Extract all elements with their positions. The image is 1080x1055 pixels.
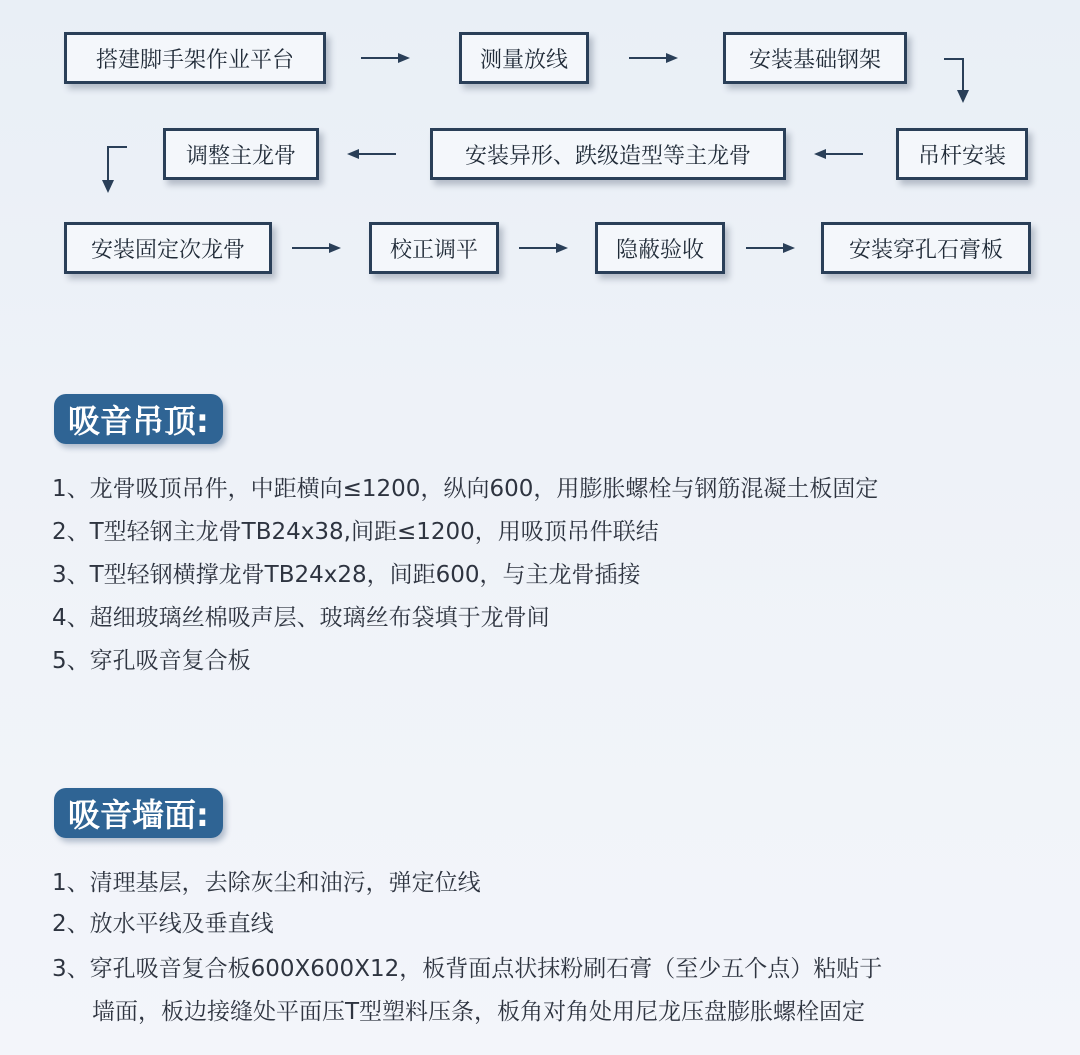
arrow-right-icon — [628, 50, 680, 66]
step-base-steel-frame: 安装基础钢架 — [723, 32, 907, 84]
ceiling-item-2: 2、T型轻钢主龙骨TB24x38,间距≤1200，用吸顶吊件联结 — [52, 519, 659, 545]
ceiling-item-1: 1、龙骨吸顶吊件，中距横向≤1200，纵向600，用膨胀螺栓与钢筋混凝土板固定 — [52, 476, 879, 502]
wall-item-3-continued: 墙面，板边接缝处平面压T型塑料压条，板角对角处用尼龙压盘膨胀螺栓固定 — [92, 999, 866, 1025]
arrow-right-icon — [360, 50, 412, 66]
step-perforated-gypsum-board: 安装穿孔石膏板 — [821, 222, 1031, 274]
step-leveling: 校正调平 — [369, 222, 499, 274]
wall-item-1: 1、清理基层，去除灰尘和油污，弹定位线 — [52, 870, 481, 896]
step-concealed-inspection: 隐蔽验收 — [595, 222, 725, 274]
step-main-keel-shaped: 安装异形、跌级造型等主龙骨 — [430, 128, 786, 180]
step-adjust-main-keel: 调整主龙骨 — [163, 128, 319, 180]
step-fix-secondary-keel: 安装固定次龙骨 — [64, 222, 272, 274]
arrow-elbow-down-icon — [98, 144, 130, 196]
ceiling-item-3: 3、T型轻钢横撑龙骨TB24x28，间距600，与主龙骨插接 — [52, 562, 641, 588]
arrow-left-icon — [812, 146, 864, 162]
wall-item-2: 2、放水平线及垂直线 — [52, 911, 274, 937]
arrow-right-icon — [518, 240, 570, 256]
arrow-right-icon — [745, 240, 797, 256]
arrow-elbow-down-icon — [942, 56, 972, 106]
wall-item-3: 3、穿孔吸音复合板600X600X12，板背面点状抹粉刷石膏（至少五个点）粘贴于 — [52, 956, 883, 982]
step-survey-layout: 测量放线 — [459, 32, 589, 84]
ceiling-item-4: 4、超细玻璃丝棉吸声层、玻璃丝布袋填于龙骨间 — [52, 605, 550, 631]
ceiling-item-5: 5、穿孔吸音复合板 — [52, 648, 251, 674]
ceiling-section-title: 吸音吊顶: — [54, 394, 223, 444]
arrow-right-icon — [291, 240, 343, 256]
step-hanger-rod-install: 吊杆安装 — [896, 128, 1028, 180]
step-scaffold-platform: 搭建脚手架作业平台 — [64, 32, 326, 84]
wall-section-title: 吸音墙面: — [54, 788, 223, 838]
arrow-left-icon — [345, 146, 397, 162]
